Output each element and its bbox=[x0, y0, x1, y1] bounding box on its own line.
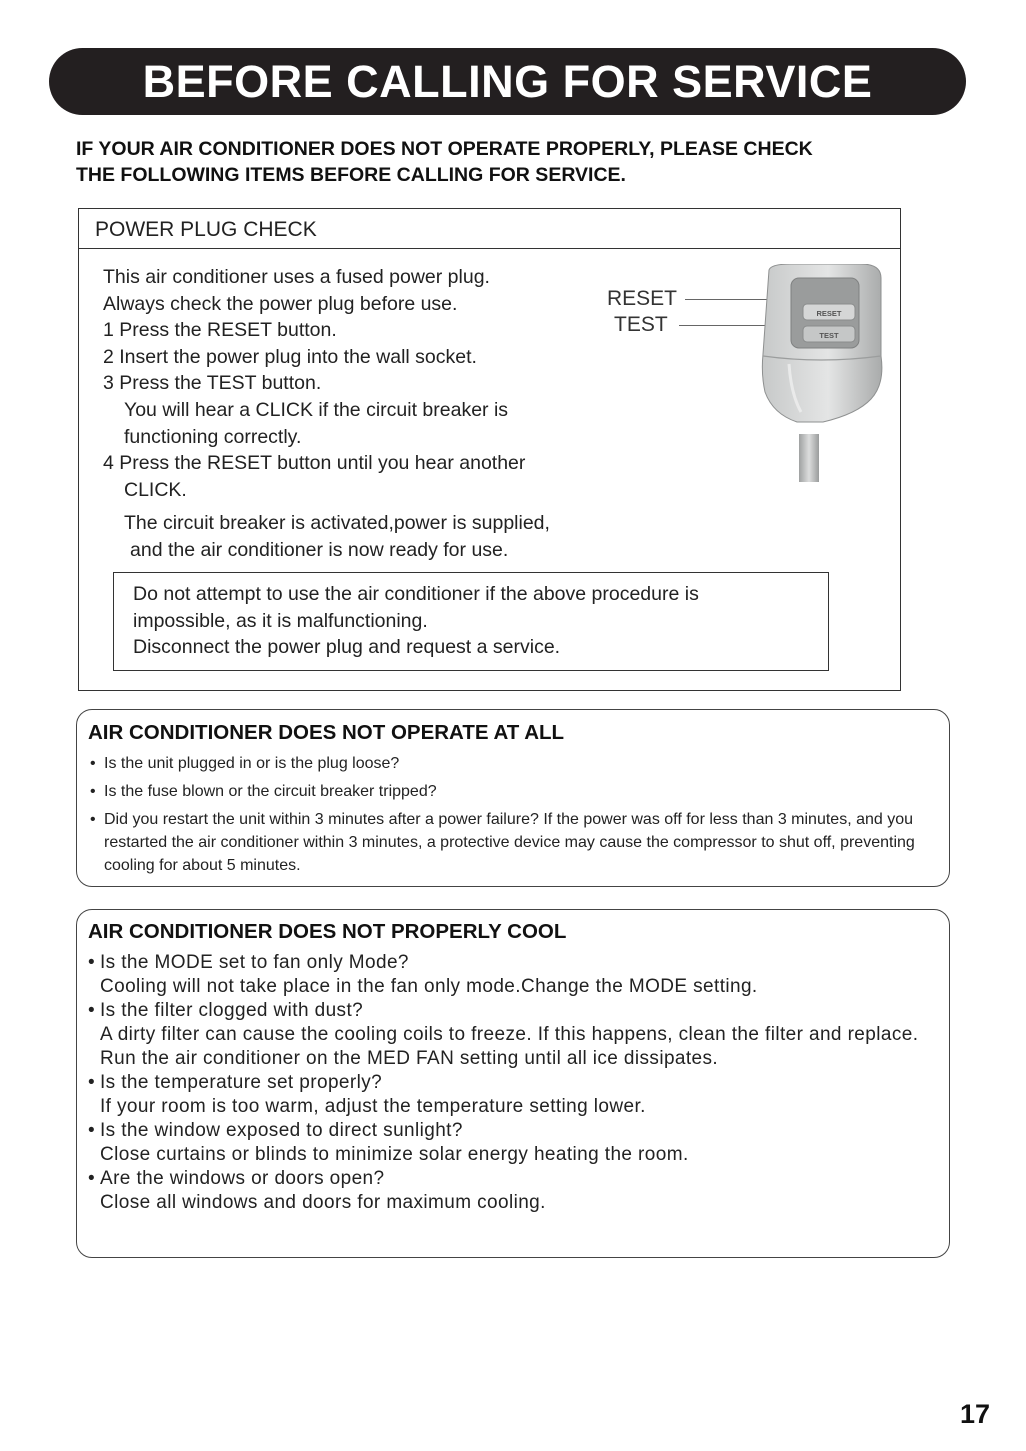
instruction-line: CLICK. bbox=[124, 478, 187, 501]
check-question: • Is the filter clogged with dust? bbox=[88, 999, 949, 1023]
does-not-operate-heading: AIR CONDITIONER DOES NOT OPERATE AT ALL bbox=[88, 721, 565, 744]
instruction-line: The circuit breaker is activated,power is supplied, bbox=[124, 512, 550, 535]
plug-test-button-text: TEST bbox=[819, 331, 839, 340]
list-item: • Is the fuse blown or the circuit breaker tripped? bbox=[88, 780, 949, 803]
intro-line: THE FOLLOWING ITEMS BEFORE CALLING FOR SERVICE. bbox=[76, 164, 626, 186]
does-not-operate-section bbox=[76, 709, 950, 887]
does-not-cool-heading: AIR CONDITIONER DOES NOT PROPERLY COOL bbox=[88, 920, 567, 943]
does-not-operate-list bbox=[88, 752, 949, 877]
instruction-line: and the air conditioner is now ready for use. bbox=[130, 538, 509, 561]
does-not-cool-section bbox=[76, 909, 950, 1258]
power-plug-instructions bbox=[103, 264, 643, 564]
check-answer: Close curtains or blinds to minimize solar energy heating the room. bbox=[100, 1144, 689, 1165]
check-answer: Cooling will not take place in the fan only mode.Change the MODE setting. bbox=[100, 976, 758, 997]
check-answer: A dirty filter can cause the cooling coils to freeze. If this happens, clean the filter and replace. Run the air conditioner on the MED FAN setting until all ice dissipates. bbox=[100, 1024, 919, 1069]
does-not-cool-list bbox=[88, 951, 949, 1215]
warning-line: Disconnect the power plug and request a service. bbox=[133, 636, 561, 659]
instruction-line: functioning correctly. bbox=[124, 425, 302, 448]
check-question: • Is the window exposed to direct sunlight? bbox=[88, 1119, 949, 1143]
fused-power-plug-illustration bbox=[761, 264, 886, 484]
instruction-step: 1 Press the RESET button. bbox=[103, 319, 337, 342]
plug-reset-button-text: RESET bbox=[816, 309, 842, 318]
check-answer: If your room is too warm, adjust the temperature setting lower. bbox=[100, 1096, 646, 1117]
page-title: BEFORE CALLING FOR SERVICE bbox=[142, 55, 873, 107]
list-item: • Did you restart the unit within 3 minutes after a power failure? If the power was off for less than 3 minutes, and you restarted the air conditioner within 3 minutes, a protective device may cause the compressor to shut off, preventing cooling for about 5 minutes. bbox=[88, 808, 949, 877]
instruction-line: Always check the power plug before use. bbox=[103, 292, 458, 315]
malfunction-warning bbox=[113, 572, 829, 671]
intro-notice bbox=[76, 136, 956, 188]
warning-line: Do not attempt to use the air conditioner if the above procedure is bbox=[133, 583, 699, 605]
instruction-line: You will hear a CLICK if the circuit breaker is bbox=[124, 398, 509, 421]
check-question: • Is the MODE set to fan only Mode? bbox=[88, 951, 949, 975]
page-title-banner bbox=[49, 48, 966, 115]
page-number: 17 bbox=[959, 1399, 990, 1429]
reset-label: RESET bbox=[607, 287, 678, 310]
power-plug-check-section bbox=[78, 208, 901, 691]
instruction-line: This air conditioner uses a fused power plug. bbox=[103, 266, 490, 288]
instruction-step: 4 Press the RESET button until you hear another bbox=[103, 452, 526, 475]
check-answer: Close all windows and doors for maximum cooling. bbox=[100, 1192, 546, 1213]
intro-line: IF YOUR AIR CONDITIONER DOES NOT OPERATE PROPERLY, PLEASE CHECK bbox=[76, 138, 813, 160]
power-plug-check-heading: POWER PLUG CHECK bbox=[79, 209, 900, 249]
check-question: • Are the windows or doors open? bbox=[88, 1167, 949, 1191]
instruction-step: 2 Insert the power plug into the wall socket. bbox=[103, 345, 477, 368]
instruction-step: 3 Press the TEST button. bbox=[103, 372, 322, 395]
warning-line: impossible, as it is malfunctioning. bbox=[133, 609, 428, 632]
test-label: TEST bbox=[614, 313, 668, 336]
check-question: • Is the temperature set properly? bbox=[88, 1071, 949, 1095]
list-item: • Is the unit plugged in or is the plug loose? bbox=[88, 752, 949, 775]
